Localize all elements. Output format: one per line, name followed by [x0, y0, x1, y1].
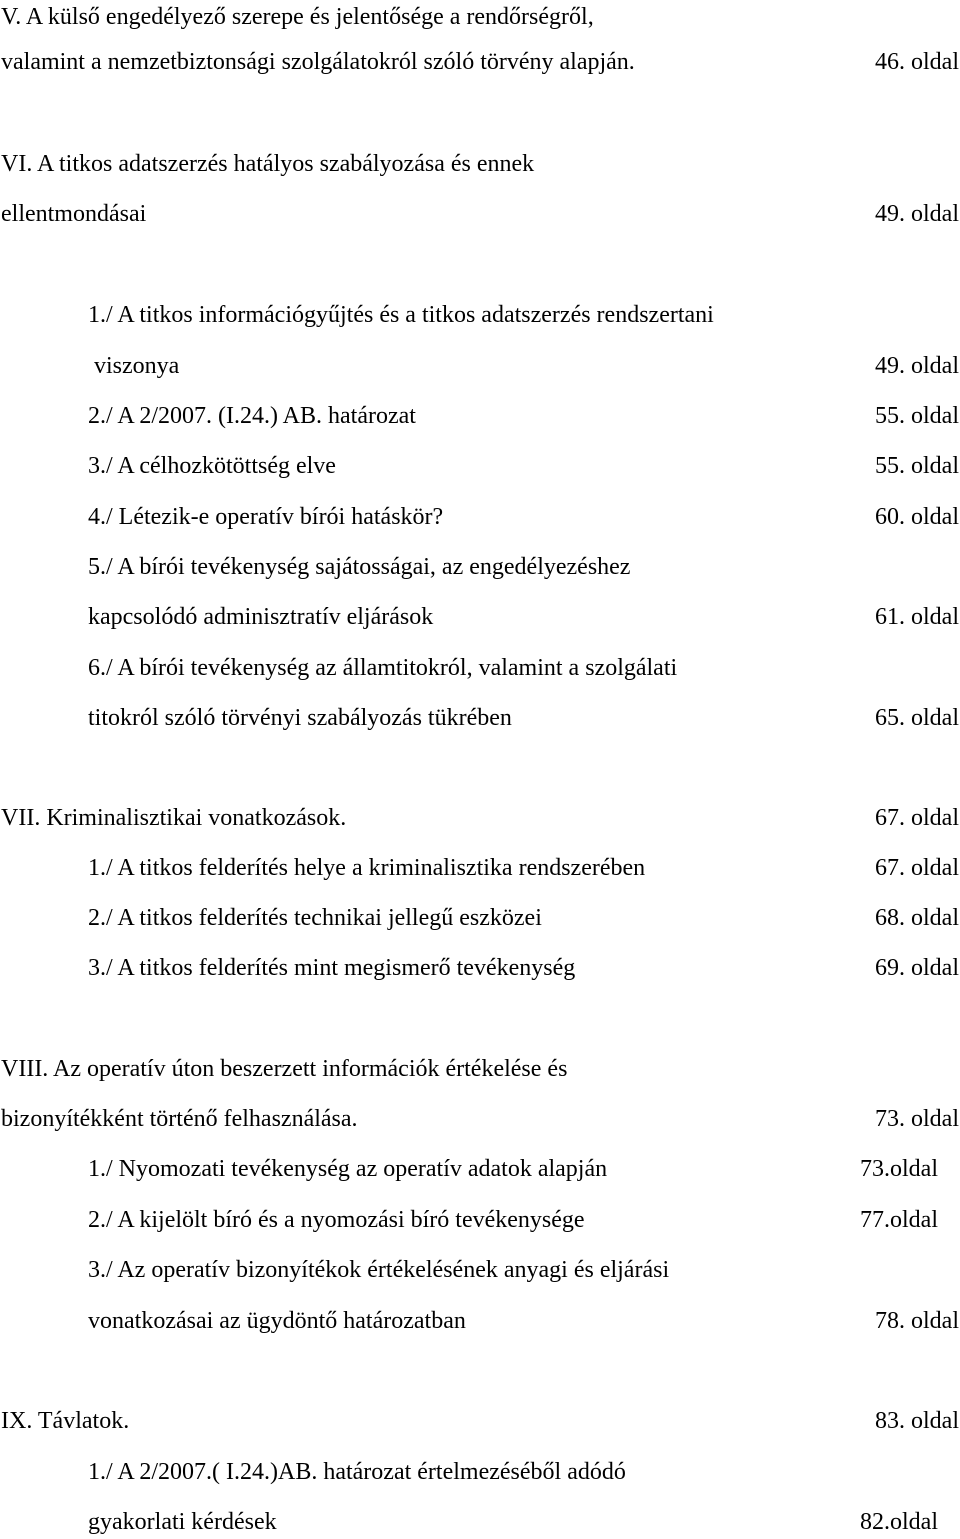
toc-subentry-title: vonatkozásai az ügydöntő határozatban: [88, 1308, 466, 1334]
toc-section-title: VIII. Az operatív úton beszerzett információk értékelése és: [1, 1056, 568, 1082]
toc-section-title: V. A külső engedélyező szerepe és jelentősége a rendőrségről,: [1, 4, 594, 30]
toc-subentry-vi-6-line-2: [0, 701, 960, 735]
toc-subentry-vii-2: [0, 901, 960, 935]
page-number: 83. oldal: [875, 1408, 959, 1434]
toc-subentry-title: 1./ Nyomozati tevékenység az operatív adatok alapján: [88, 1156, 608, 1182]
toc-entry-viii-line-2: [0, 1102, 960, 1136]
toc-subentry-title: titokról szóló törvényi szabályozás tükrében: [88, 705, 512, 731]
toc-subentry-title: 3./ A célhozkötöttség elve: [88, 453, 336, 479]
toc-entry-vi-line-2: [0, 197, 960, 231]
toc-subentry-vii-3: [0, 951, 960, 985]
page-number: 61. oldal: [875, 604, 959, 630]
page-number: 60. oldal: [875, 504, 959, 530]
toc-section-title: valamint a nemzetbiztonsági szolgálatokról szóló törvény alapján.: [1, 49, 635, 75]
toc-subentry-vi-4: [0, 500, 960, 534]
page-number: 82.oldal: [860, 1509, 938, 1535]
toc-subentry-vi-2: [0, 399, 960, 433]
toc-subentry-vi-6-line-1: [0, 651, 960, 685]
toc-subentry-viii-3-line-1: [0, 1253, 960, 1287]
page-number: 46. oldal: [875, 49, 959, 75]
toc-subentry-title: gyakorlati kérdések: [88, 1509, 277, 1535]
toc-subentry-title: 3./ Az operatív bizonyítékok értékelésének anyagi és eljárási: [88, 1257, 670, 1283]
toc-subentry-viii-2: [0, 1203, 960, 1237]
toc-subentry-vi-5-line-1: [0, 550, 960, 584]
toc-subentry-title: 1./ A titkos információgyűjtés és a titkos adatszerzés rendszertani: [88, 302, 714, 328]
toc-entry-v-line-2: [0, 45, 960, 79]
toc-subentry-vi-1-line-2: [0, 349, 960, 383]
toc-subentry-title: 2./ A titkos felderítés technikai jellegű eszközei: [88, 905, 542, 931]
toc-subentry-title: 2./ A kijelölt bíró és a nyomozási bíró tevékenysége: [88, 1207, 585, 1233]
toc-subentry-vi-5-line-2: [0, 600, 960, 634]
toc-subentry-vi-1-line-1: [0, 298, 960, 332]
toc-section-title: VI. A titkos adatszerzés hatályos szabályozása és ennek: [1, 151, 535, 177]
toc-section-title: VII. Kriminalisztikai vonatkozások.: [1, 805, 347, 831]
toc-entry-vi-line-1: [0, 147, 960, 181]
toc-subentry-title: 2./ A 2/2007. (I.24.) AB. határozat: [88, 403, 416, 429]
page-number: 77.oldal: [860, 1207, 938, 1233]
toc-subentry-title: 3./ A titkos felderítés mint megismerő tevékenység: [88, 955, 576, 981]
page-number: 68. oldal: [875, 905, 959, 931]
toc-entry-ix: [0, 1404, 960, 1438]
toc-subentry-title: 5./ A bírói tevékenység sajátosságai, az engedélyezéshez: [88, 554, 631, 580]
toc-subentry-viii-1: [0, 1152, 960, 1186]
page-number: 67. oldal: [875, 855, 959, 881]
page-number: 73.oldal: [860, 1156, 938, 1182]
toc-subentry-title: 4./ Létezik-e operatív bírói hatáskör?: [88, 504, 444, 530]
toc-subentry-title: kapcsolódó adminisztratív eljárások: [88, 604, 434, 630]
page-number: 67. oldal: [875, 805, 959, 831]
toc-subentry-ix-1-line-2: [0, 1505, 960, 1539]
page-number: 78. oldal: [875, 1308, 959, 1334]
toc-subentry-ix-1-line-1: [0, 1455, 960, 1489]
toc-subentry-title: 1./ A titkos felderítés helye a kriminalisztika rendszerében: [88, 855, 646, 881]
toc-subentry-vii-1: [0, 851, 960, 885]
page-number: 69. oldal: [875, 955, 959, 981]
toc-entry-vii: [0, 801, 960, 835]
toc-subentry-title: viszonya: [94, 353, 180, 379]
toc-entry-viii-line-1: [0, 1052, 960, 1086]
toc-subentry-viii-3-line-2: [0, 1304, 960, 1338]
page-number: 55. oldal: [875, 403, 959, 429]
page-number: 65. oldal: [875, 705, 959, 731]
page-number: 49. oldal: [875, 353, 959, 379]
page-number: 49. oldal: [875, 201, 959, 227]
toc-section-title: bizonyítékként történő felhasználása.: [1, 1106, 358, 1132]
page-number: 55. oldal: [875, 453, 959, 479]
toc-subentry-title: 1./ A 2/2007.( I.24.)AB. határozat értelmezéséből adódó: [88, 1459, 626, 1485]
toc-subentry-vi-3: [0, 449, 960, 483]
toc-entry-v-line-1: [0, 0, 960, 34]
page-number: 73. oldal: [875, 1106, 959, 1132]
toc-section-title: ellentmondásai: [1, 201, 147, 227]
toc-section-title: IX. Távlatok.: [1, 1408, 130, 1434]
toc-subentry-title: 6./ A bírói tevékenység az államtitokról, valamint a szolgálati: [88, 655, 678, 681]
